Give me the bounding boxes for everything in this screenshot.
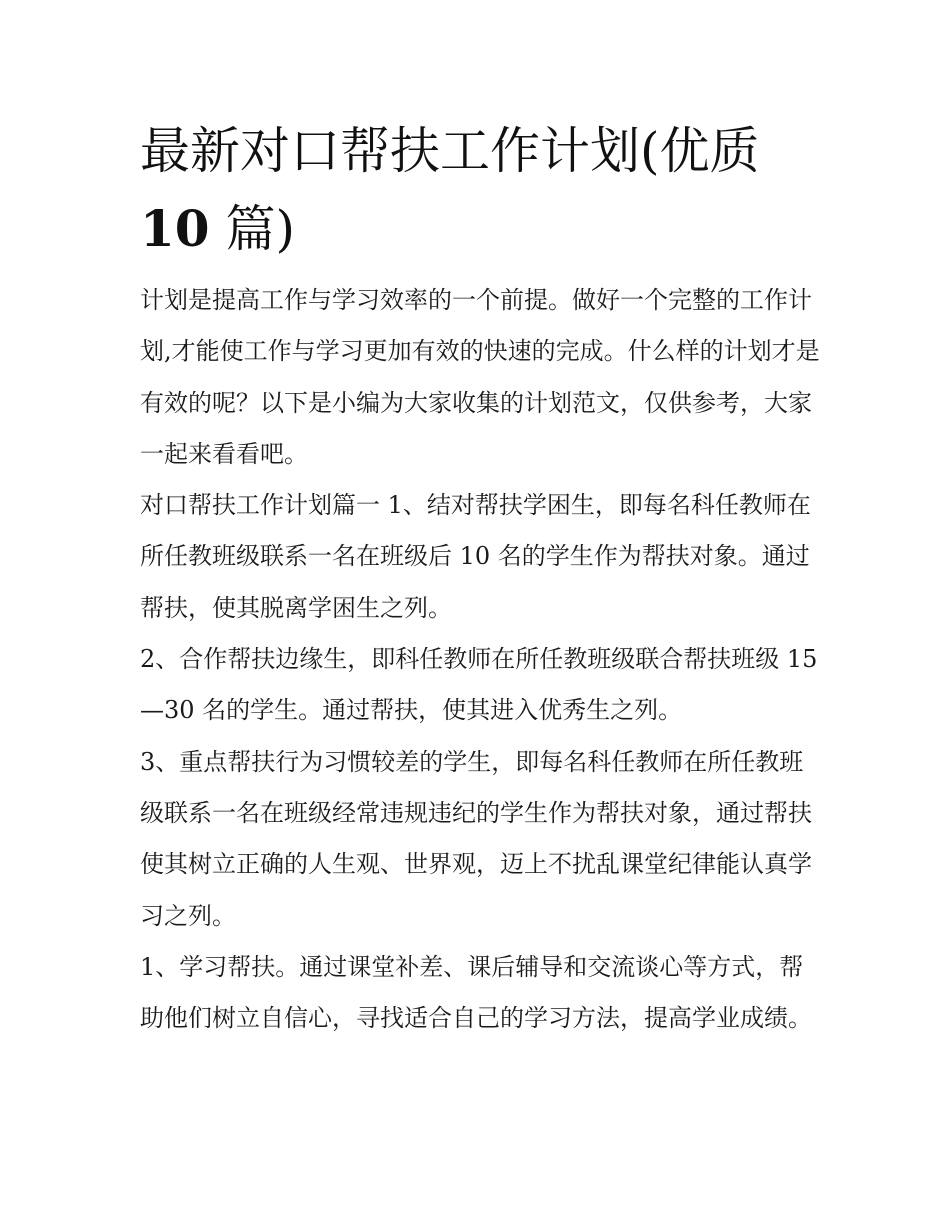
paragraph-intro: 计划是提高工作与学习效率的一个前提。做好一个完整的工作计划,才能使工作与学习更加有效的快速的完成。什么样的计划才是有效的呢？以下是小编为大家收集的计划范文，仅供参考，大家一起来看看吧。 xyxy=(140,286,820,468)
title-number: 10 xyxy=(140,199,210,258)
paragraph-study-support: 1、学习帮扶。通过课堂补差、课后辅导和交流谈心等方式，帮助他们树立自信心，寻找适合自己的学习方法，提高学业成绩。 xyxy=(140,952,812,1033)
document-title xyxy=(140,112,820,268)
title-line-2-rest: 篇) xyxy=(209,200,295,258)
paragraph-item-2: 2、合作帮扶边缘生，即科任教师在所任教班级联合帮扶班级 15—30 名的学生。通过帮扶，使其进入优秀生之列。 xyxy=(140,645,818,725)
paragraph-section-one-item-1: 对口帮扶工作计划篇一 1、结对帮扶学困生，即每名科任教师在所任教班级联系一名在班级后 10 名的学生作为帮扶对象。通过帮扶，使其脱离学困生之列。 xyxy=(140,491,811,622)
title-line-1: 最新对口帮扶工作计划(优质 xyxy=(140,122,760,180)
document-body xyxy=(140,275,820,1044)
paragraph-item-3: 3、重点帮扶行为习惯较差的学生，即每名科任教师在所任教班级联系一名在班级经常违规违纪的学生作为帮扶对象，通过帮扶使其树立正确的人生观、世界观，迈上不扰乱课堂纪律能认真学习之列。 xyxy=(140,747,812,930)
